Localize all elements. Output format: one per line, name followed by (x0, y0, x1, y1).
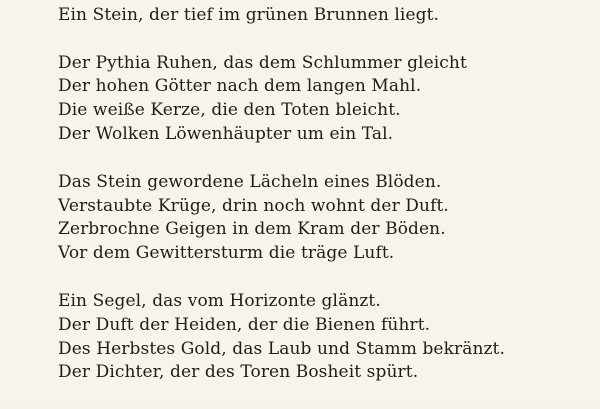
poem-line: Vor dem Gewittersturm die träge Luft. (58, 243, 395, 264)
stanza-3 (58, 171, 578, 266)
poem-line: Der Duft der Heiden, der die Bienen führt. (58, 314, 431, 335)
poem-line: Ein Stein, der tief im grünen Brunnen liegt. (58, 4, 440, 25)
poem-line: Der Pythia Ruhen, das dem Schlummer gleicht (58, 52, 467, 73)
poem-line: Das Stein gewordene Lächeln eines Blöden. (58, 171, 442, 192)
poem-line: Der Wolken Löwenhäupter um ein Tal. (58, 123, 394, 144)
poem-line: Zerbrochne Geigen in dem Kram der Böden. (58, 219, 446, 240)
poem-line: Des Herbstes Gold, das Laub und Stamm bekränzt. (58, 338, 505, 359)
poem-line: Der hohen Götter nach dem langen Mahl. (58, 76, 422, 97)
stanza-2 (58, 52, 578, 147)
poem-line: Die weiße Kerze, die den Toten bleicht. (58, 100, 401, 121)
poem-text (58, 0, 578, 409)
poem-line: Verstaubte Krüge, drin noch wohnt der Duft. (58, 195, 449, 216)
poem-line: Der Dichter, der des Toren Bosheit spürt. (58, 362, 419, 383)
poem-line: Ein Segel, das vom Horizonte glänzt. (58, 290, 381, 311)
stanza-4 (58, 290, 578, 385)
stanza-1 (58, 0, 578, 28)
